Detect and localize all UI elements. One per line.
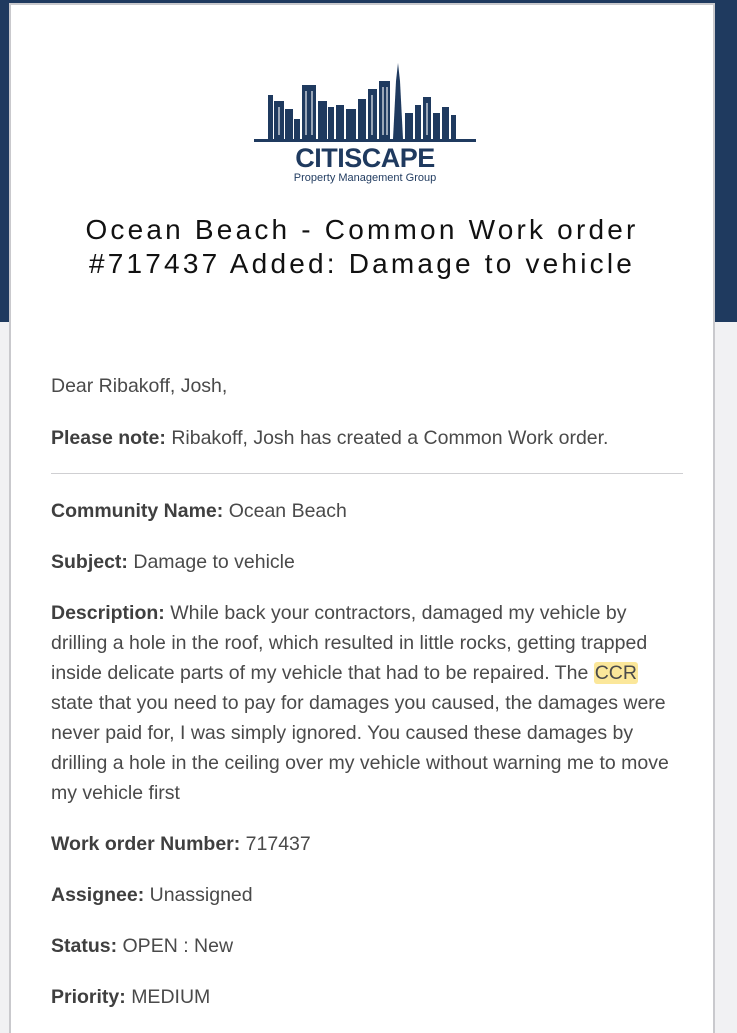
- email-title: [11, 213, 713, 281]
- description-label: Description:: [51, 602, 165, 624]
- email-body: [51, 371, 683, 1012]
- status-value: OPEN : New: [122, 935, 234, 957]
- status-label: Status:: [51, 935, 118, 957]
- subject-field: [51, 547, 683, 577]
- work-order-field: [51, 829, 683, 859]
- community-value: Ocean Beach: [228, 500, 347, 522]
- subject-value: Damage to vehicle: [133, 551, 295, 573]
- description-field: [51, 598, 683, 808]
- community-field: [51, 496, 683, 526]
- assignee-field: [51, 880, 683, 910]
- note-label: Please note:: [51, 427, 166, 449]
- priority-field: [51, 982, 683, 1012]
- work-order-label: Work order Number:: [51, 833, 241, 855]
- community-label: Community Name:: [51, 500, 224, 522]
- note-line: [51, 423, 683, 453]
- email-title-line1: Ocean Beach - Common Work order: [85, 214, 639, 245]
- description-text-2: state that you need to pay for damages you caused, the damages were never paid for, I was simply ignored. You caused these damages by drilling a hole in the ceiling over my vehicle without warning me to move my vehicle first: [51, 692, 669, 804]
- logo-tagline: Property Management Group: [293, 172, 437, 184]
- ccr-highlight: CCR: [594, 662, 637, 684]
- greeting: Dear Ribakoff, Josh,: [51, 375, 228, 397]
- city-skyline-icon: [254, 57, 476, 185]
- assignee-label: Assignee:: [51, 884, 145, 906]
- divider: [51, 473, 683, 474]
- email-title-line2: #717437 Added: Damage to vehicle: [88, 248, 636, 279]
- citiscape-logo: [254, 57, 476, 185]
- status-field: [51, 931, 683, 961]
- note-text: Ribakoff, Josh has created a Common Work order.: [171, 427, 609, 449]
- priority-label: Priority:: [51, 986, 126, 1008]
- assignee-value: Unassigned: [149, 884, 253, 906]
- work-order-value: 717437: [245, 833, 311, 855]
- subject-label: Subject:: [51, 551, 128, 573]
- logo-wordmark: CITISCAPE: [295, 143, 435, 173]
- description-text-1: While back your contractors, damaged my vehicle by drilling a hole in the roof, which resulted in little rocks, getting trapped inside delicate parts of my vehicle that had to be repaired. The: [51, 602, 648, 684]
- email-card: [9, 3, 715, 1033]
- priority-value: MEDIUM: [131, 986, 211, 1008]
